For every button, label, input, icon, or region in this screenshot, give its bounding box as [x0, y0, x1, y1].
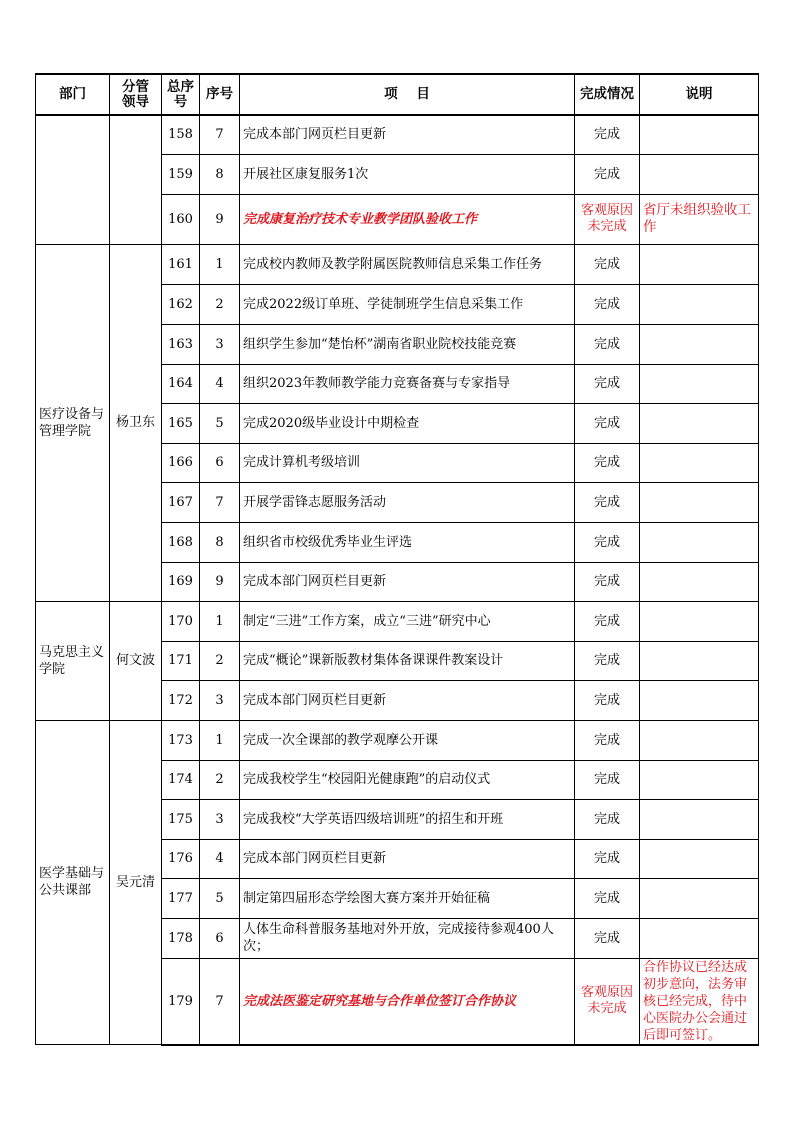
status-cell: 完成 — [575, 443, 640, 482]
note-cell — [640, 601, 759, 641]
seq-no-cell: 8 — [200, 154, 240, 194]
total-no-cell: 168 — [162, 522, 200, 562]
note-cell — [640, 154, 759, 194]
total-no-cell: 175 — [162, 799, 200, 839]
header-leader: 分管领导 — [110, 74, 162, 115]
status-cell: 完成 — [575, 760, 640, 799]
total-no-cell: 162 — [162, 284, 200, 324]
note-cell: 省厅未组织验收工作 — [640, 194, 759, 244]
total-no-cell: 170 — [162, 601, 200, 641]
seq-no-cell: 1 — [200, 601, 240, 641]
project-cell: 完成2020级毕业设计中期检查 — [240, 403, 575, 443]
table-row — [36, 720, 759, 760]
project-cell: 完成我校学生“校园阳光健康跑”的启动仪式 — [240, 760, 575, 799]
seq-no-cell: 3 — [200, 799, 240, 839]
project-cell: 完成本部门网页栏目更新 — [240, 115, 575, 154]
header-seq-no: 序号 — [200, 74, 240, 115]
seq-no-cell: 4 — [200, 364, 240, 403]
table-row — [36, 244, 759, 284]
project-cell: 开展学雷锋志愿服务活动 — [240, 482, 575, 522]
total-no-cell: 177 — [162, 878, 200, 918]
header-project: 项 目 — [240, 74, 575, 115]
seq-no-cell: 7 — [200, 115, 240, 154]
status-cell: 完成 — [575, 601, 640, 641]
total-no-cell: 172 — [162, 680, 200, 720]
project-cell: 制定“三进”工作方案，成立“三进”研究中心 — [240, 601, 575, 641]
project-cell: 组织学生参加“楚怡杯”湖南省职业院校技能竞赛 — [240, 324, 575, 364]
leader-cell — [110, 115, 162, 244]
note-cell — [640, 244, 759, 284]
project-cell: 完成校内教师及教学附属医院教师信息采集工作任务 — [240, 244, 575, 284]
total-no-cell: 173 — [162, 720, 200, 760]
note-cell — [640, 839, 759, 878]
work-completion-table — [35, 73, 759, 1046]
note-cell — [640, 443, 759, 482]
project-cell: 组织2023年教师教学能力竞赛备赛与专家指导 — [240, 364, 575, 403]
seq-no-cell: 4 — [200, 839, 240, 878]
project-cell: 完成“概论”课新版教材集体备课课件教案设计 — [240, 641, 575, 680]
note-cell — [640, 799, 759, 839]
note-cell — [640, 878, 759, 918]
status-cell: 完成 — [575, 878, 640, 918]
department-cell: 医学基础与公共课部 — [36, 720, 110, 1045]
project-cell: 完成法医鉴定研究基地与合作单位签订合作协议 — [240, 958, 575, 1045]
seq-no-cell: 5 — [200, 403, 240, 443]
project-cell: 完成2022级订单班、学徒制班学生信息采集工作 — [240, 284, 575, 324]
note-cell — [640, 324, 759, 364]
status-cell: 完成 — [575, 482, 640, 522]
project-cell: 制定第四届形态学绘图大赛方案并开始征稿 — [240, 878, 575, 918]
seq-no-cell: 2 — [200, 641, 240, 680]
seq-no-cell: 6 — [200, 443, 240, 482]
status-cell: 完成 — [575, 284, 640, 324]
total-no-cell: 169 — [162, 562, 200, 601]
header-note: 说明 — [640, 74, 759, 115]
header-row — [36, 74, 759, 115]
project-cell: 完成本部门网页栏目更新 — [240, 562, 575, 601]
total-no-cell: 166 — [162, 443, 200, 482]
leader-cell: 杨卫东 — [110, 244, 162, 601]
status-cell: 完成 — [575, 918, 640, 958]
project-cell: 完成本部门网页栏目更新 — [240, 680, 575, 720]
leader-cell: 吴元清 — [110, 720, 162, 1045]
note-cell — [640, 522, 759, 562]
status-cell: 完成 — [575, 154, 640, 194]
project-cell: 组织省市校级优秀毕业生评选 — [240, 522, 575, 562]
total-no-cell: 171 — [162, 641, 200, 680]
seq-no-cell: 1 — [200, 244, 240, 284]
seq-no-cell: 7 — [200, 958, 240, 1045]
total-no-cell: 164 — [162, 364, 200, 403]
total-no-cell: 165 — [162, 403, 200, 443]
status-cell: 完成 — [575, 720, 640, 760]
status-cell: 完成 — [575, 680, 640, 720]
total-no-cell: 174 — [162, 760, 200, 799]
note-cell — [640, 641, 759, 680]
seq-no-cell: 5 — [200, 878, 240, 918]
status-cell: 客观原因未完成 — [575, 194, 640, 244]
note-cell — [640, 562, 759, 601]
seq-no-cell: 3 — [200, 680, 240, 720]
status-cell: 完成 — [575, 115, 640, 154]
status-cell: 完成 — [575, 364, 640, 403]
leader-cell: 何文波 — [110, 601, 162, 720]
seq-no-cell: 9 — [200, 194, 240, 244]
status-cell: 完成 — [575, 641, 640, 680]
seq-no-cell: 2 — [200, 284, 240, 324]
total-no-cell: 163 — [162, 324, 200, 364]
note-cell — [640, 364, 759, 403]
seq-no-cell: 2 — [200, 760, 240, 799]
total-no-cell: 179 — [162, 958, 200, 1045]
header-status: 完成情况 — [575, 74, 640, 115]
status-cell: 完成 — [575, 799, 640, 839]
table-row — [36, 115, 759, 154]
seq-no-cell: 6 — [200, 918, 240, 958]
project-cell: 完成康复治疗技术专业教学团队验收工作 — [240, 194, 575, 244]
department-cell — [36, 115, 110, 244]
seq-no-cell: 3 — [200, 324, 240, 364]
status-cell: 完成 — [575, 403, 640, 443]
note-cell — [640, 720, 759, 760]
project-cell: 完成一次全课部的教学观摩公开课 — [240, 720, 575, 760]
status-cell: 完成 — [575, 522, 640, 562]
header-total-no: 总序号 — [162, 74, 200, 115]
department-cell: 医疗设备与管理学院 — [36, 244, 110, 601]
note-cell: 合作协议已经达成初步意向，法务审核已经完成，待中心医院办公会通过后即可签订。 — [640, 958, 759, 1045]
total-no-cell: 158 — [162, 115, 200, 154]
project-cell: 完成我校“大学英语四级培训班”的招生和开班 — [240, 799, 575, 839]
note-cell — [640, 482, 759, 522]
project-cell: 完成本部门网页栏目更新 — [240, 839, 575, 878]
project-cell: 完成计算机考级培训 — [240, 443, 575, 482]
note-cell — [640, 918, 759, 958]
status-cell: 完成 — [575, 244, 640, 284]
seq-no-cell: 8 — [200, 522, 240, 562]
note-cell — [640, 760, 759, 799]
total-no-cell: 159 — [162, 154, 200, 194]
seq-no-cell: 9 — [200, 562, 240, 601]
seq-no-cell: 7 — [200, 482, 240, 522]
note-cell — [640, 680, 759, 720]
note-cell — [640, 115, 759, 154]
note-cell — [640, 284, 759, 324]
project-cell: 开展社区康复服务1次 — [240, 154, 575, 194]
status-cell: 完成 — [575, 324, 640, 364]
header-department: 部门 — [36, 74, 110, 115]
seq-no-cell: 1 — [200, 720, 240, 760]
total-no-cell: 160 — [162, 194, 200, 244]
total-no-cell: 161 — [162, 244, 200, 284]
status-cell: 完成 — [575, 839, 640, 878]
status-cell: 客观原因未完成 — [575, 958, 640, 1045]
status-cell: 完成 — [575, 562, 640, 601]
total-no-cell: 176 — [162, 839, 200, 878]
table-row — [36, 601, 759, 641]
project-cell: 人体生命科普服务基地对外开放，完成接待参观400人次； — [240, 918, 575, 958]
total-no-cell: 178 — [162, 918, 200, 958]
note-cell — [640, 403, 759, 443]
total-no-cell: 167 — [162, 482, 200, 522]
department-cell: 马克思主义学院 — [36, 601, 110, 720]
